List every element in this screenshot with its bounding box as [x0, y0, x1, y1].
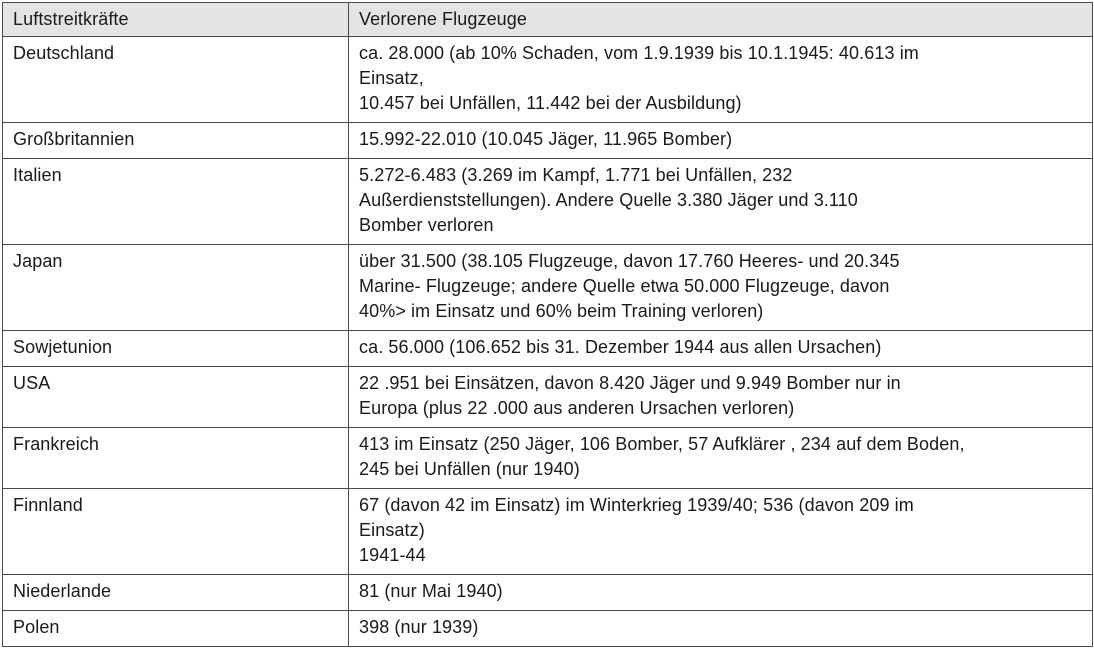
country-cell: Frankreich	[3, 428, 349, 489]
country-cell: Großbritannien	[3, 123, 349, 159]
header-row	[3, 3, 1093, 37]
losses-cell	[349, 159, 1093, 245]
losses-cell	[349, 489, 1093, 575]
losses-text-line: ca. 56.000 (106.652 bis 31. Dezember 1944 aus allen Ursachen)	[359, 337, 882, 357]
losses-text-line: 5.272-6.483 (3.269 im Kampf, 1.771 bei Unfällen, 232	[359, 165, 793, 185]
country-cell: Finnland	[3, 489, 349, 575]
table-row	[3, 428, 1093, 489]
table-row	[3, 331, 1093, 367]
header-lost-aircraft: Verlorene Flugzeuge	[349, 3, 1093, 37]
losses-text-line: 10.457 bei Unfällen, 11.442 bei der Ausbildung)	[359, 93, 742, 113]
losses-text-line: Marine- Flugzeuge; andere Quelle etwa 50.000 Flugzeuge, davon	[359, 276, 890, 296]
country-cell: USA	[3, 367, 349, 428]
table-body	[3, 37, 1093, 647]
country-cell: Italien	[3, 159, 349, 245]
losses-cell	[349, 245, 1093, 331]
losses-text-line: über 31.500 (38.105 Flugzeuge, davon 17.760 Heeres- und 20.345	[359, 251, 900, 271]
losses-text-line: Außerdienststellungen). Andere Quelle 3.380 Jäger und 3.110	[359, 190, 858, 210]
losses-cell	[349, 331, 1093, 367]
losses-text-line: Einsatz)	[359, 520, 425, 540]
losses-text-line: 15.992-22.010 (10.045 Jäger, 11.965 Bomber)	[359, 129, 733, 149]
table-row	[3, 489, 1093, 575]
losses-text-line: ca. 28.000 (ab 10% Schaden, vom 1.9.1939 bis 10.1.1945: 40.613 im	[359, 43, 919, 63]
aircraft-losses-table	[2, 2, 1093, 647]
losses-text-line: Einsatz,	[359, 68, 424, 88]
losses-text-line: 40%> im Einsatz und 60% beim Training verloren)	[359, 301, 764, 321]
table-row	[3, 159, 1093, 245]
country-cell: Sowjetunion	[3, 331, 349, 367]
losses-text-line: 1941-44	[359, 545, 426, 565]
losses-cell	[349, 37, 1093, 123]
country-cell: Deutschland	[3, 37, 349, 123]
country-cell: Polen	[3, 611, 349, 647]
table-row	[3, 123, 1093, 159]
losses-text-line: 67 (davon 42 im Einsatz) im Winterkrieg 1939/40; 536 (davon 209 im	[359, 495, 914, 515]
losses-cell	[349, 123, 1093, 159]
losses-cell	[349, 611, 1093, 647]
country-cell: Niederlande	[3, 575, 349, 611]
losses-text-line: 22 .951 bei Einsätzen, davon 8.420 Jäger und 9.949 Bomber nur in	[359, 373, 901, 393]
losses-cell	[349, 367, 1093, 428]
table-row	[3, 37, 1093, 123]
losses-text-line: Bomber verloren	[359, 215, 494, 235]
losses-cell	[349, 575, 1093, 611]
table-row	[3, 611, 1093, 647]
table-row	[3, 245, 1093, 331]
losses-text-line: 398 (nur 1939)	[359, 617, 479, 637]
header-air-forces: Luftstreitkräfte	[3, 3, 349, 37]
table-row	[3, 575, 1093, 611]
losses-text-line: 413 im Einsatz (250 Jäger, 106 Bomber, 57 Aufklärer , 234 auf dem Boden,	[359, 434, 965, 454]
losses-text-line: 81 (nur Mai 1940)	[359, 581, 503, 601]
losses-text-line: Europa (plus 22 .000 aus anderen Ursachen verloren)	[359, 398, 795, 418]
losses-cell	[349, 428, 1093, 489]
table-header	[3, 3, 1093, 37]
table-row	[3, 367, 1093, 428]
losses-text-line: 245 bei Unfällen (nur 1940)	[359, 459, 580, 479]
country-cell: Japan	[3, 245, 349, 331]
